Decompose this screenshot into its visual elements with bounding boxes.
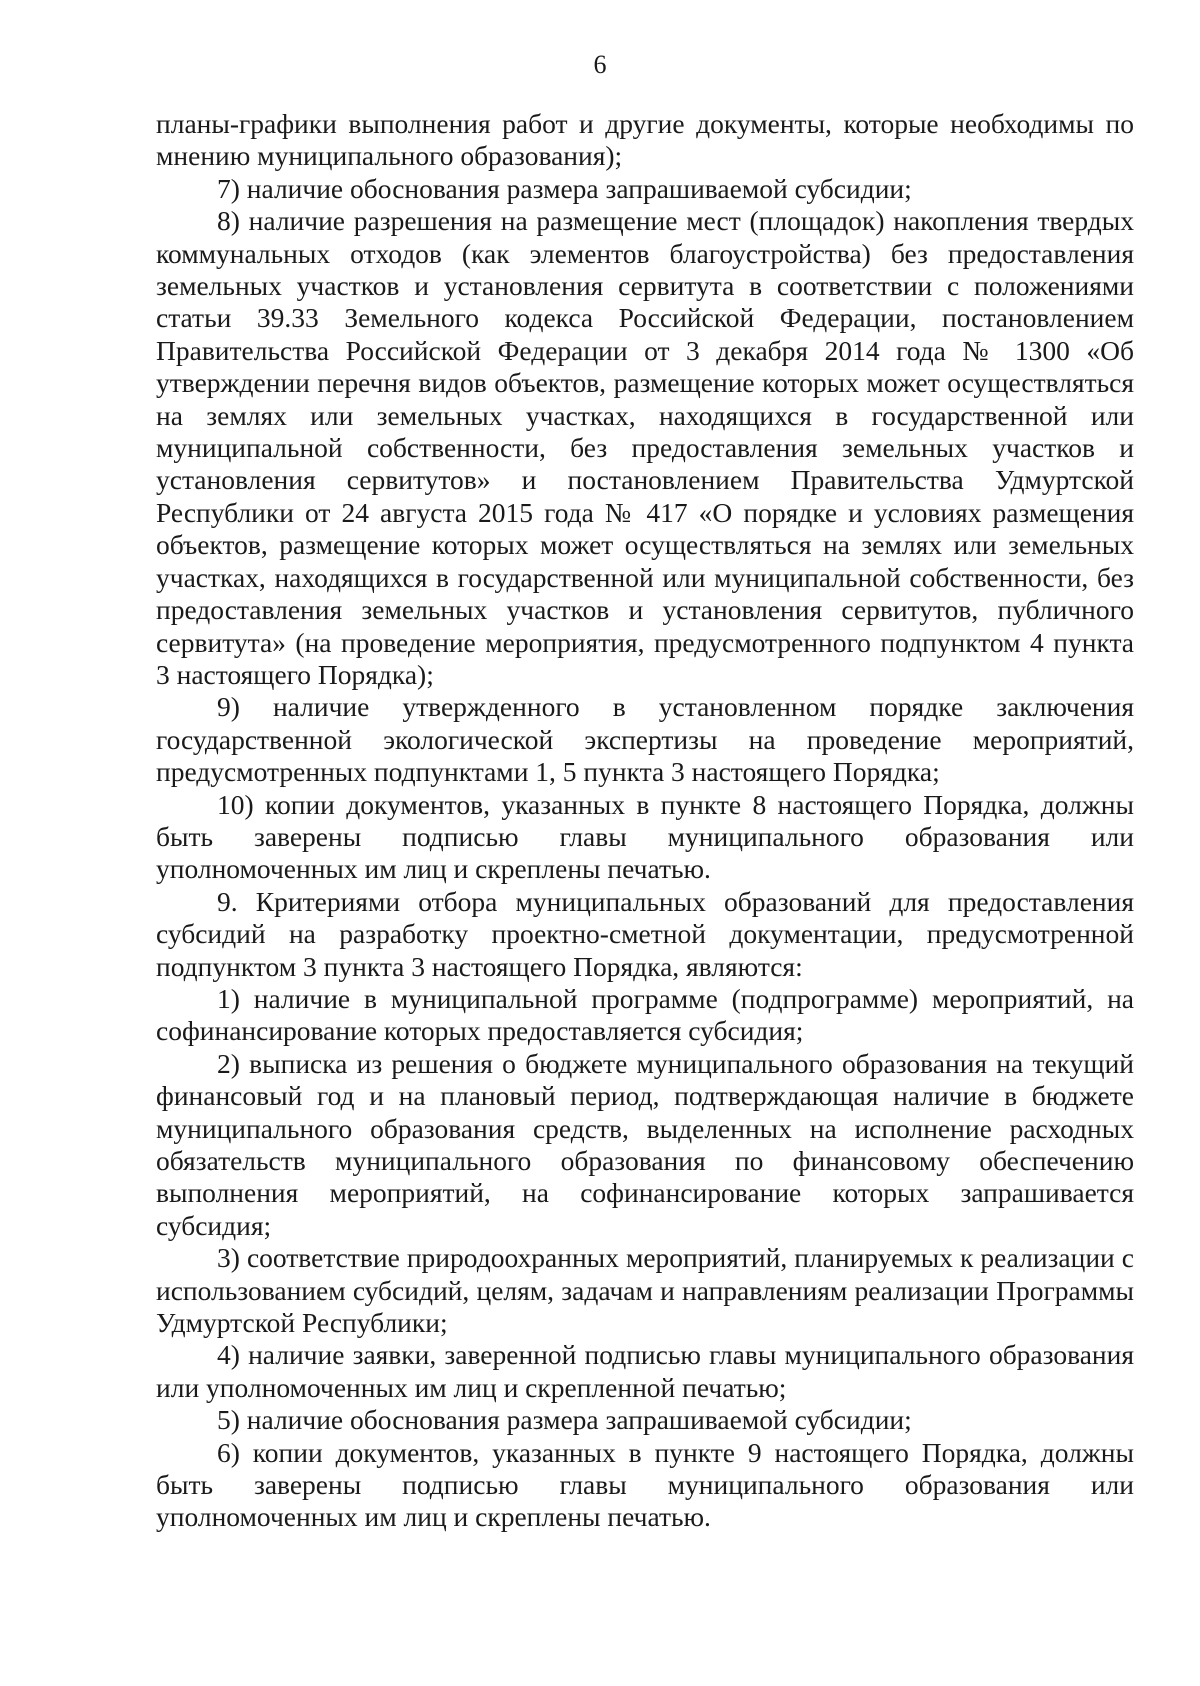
paragraph-criterion-4: 4) наличие заявки, заверенной подписью главы муниципального образования или уполномоченных им лиц и скрепленной печатью; [156,1339,1134,1403]
paragraph-criterion-1: 1) наличие в муниципальной программе (подпрограмме) мероприятий, на софинансирование которых предоставляется субсидия; [156,982,1134,1047]
document-body [156,108,1134,1534]
paragraph-item-7: 7) наличие обоснования размера запрашиваемой субсидии; [217,172,912,204]
paragraph-criterion-6: 6) копии документов, указанных в пункте 9 настоящего Порядка, должны быть заверены подписью главы муниципального образования или уполномоченных им лиц и скреплены печатью. [156,1436,1134,1533]
paragraph-criterion-3: 3) соответствие природоохранных мероприятий, планируемых к реализации с использованием субсидий, целям, задачам и направлениям реализации Программы Удмуртской Республики; [156,1242,1134,1339]
paragraph-criterion-5: 5) наличие обоснования размера запрашиваемой субсидии; [217,1404,912,1436]
paragraph-item-9: 9) наличие утвержденного в установленном порядке заключения государственной экологической экспертизы на проведение мероприятий, предусмотренных подпунктами 1, 5 пункта 3 настоящего Порядка; [156,691,1134,788]
paragraph-item-8: 8) наличие разрешения на размещение мест (площадок) накопления твердых коммунальных отходов (как элементов благоустройства) без предоставления земельных участков и установления сервитута в соответствии с положениями статьи 39.33 Земельного кодекса Российской Федерации, постановлением Правительства Российской Федерации от 3 декабря 2014 года № 1300 «Об утверждении перечня видов объектов, размещение которых может осуществляться на землях или земельных участках, находящихся в государственной или муниципальной собственности, без предоставления земельных участков и установления сервитутов» и постановлением Правительства Удмуртской Республики от 24 августа 2015 года № 417 «О порядке и условиях размещения объектов, размещение которых может осуществляться на землях или земельных участках, находящихся в государственной или муниципальной собственности, без предоставления земельных участков и установления сервитутов, публичного сервитута» (на проведение мероприятия, предусмотренного подпунктом 4 пункта 3 настоящего Порядка); [156,205,1134,690]
paragraph-item-10: 10) копии документов, указанных в пункте 8 настоящего Порядка, должны быть заверены подписью главы муниципального образования или уполномоченных им лиц и скреплены печатью. [156,788,1134,885]
paragraph-criterion-2: 2) выписка из решения о бюджете муниципального образования на текущий финансовый год и на плановый период, подтверждающая наличие в бюджете муниципального образования средств, выделенных на исполнение расходных обязательств муниципального образования по финансовому обеспечению выполнения мероприятий, на софинансирование которых запрашивается субсидия; [156,1047,1134,1241]
paragraph-section-9: 9. Критериями отбора муниципальных образований для предоставления субсидий на разработку проектно-сметной документации, предусмотренной подпунктом 3 пункта 3 настоящего Порядка, являются: [156,885,1134,982]
paragraph-continuation: планы-графики выполнения работ и другие документы, которые необходимы по мнению муниципального образования); [156,108,1134,172]
page-number: 6 [593,50,607,79]
